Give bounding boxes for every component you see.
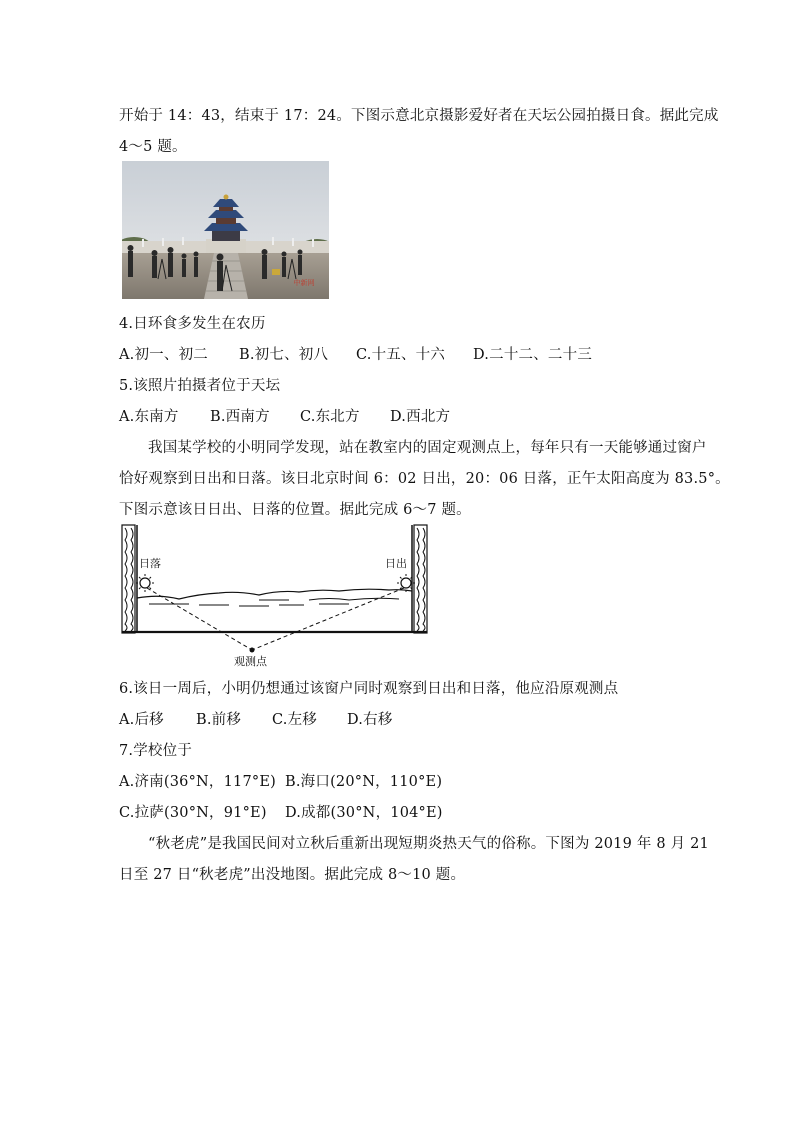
q6-option-b[interactable]: B.前移 <box>196 712 242 728</box>
q7-option-c[interactable]: C.拉萨(30°N，91°E) <box>119 805 267 821</box>
q6-stem: 6.该日一周后，小明仍想通过该窗户同时观察到日出和日落，他应沿原观测点 <box>119 681 619 697</box>
observation-point-label: 观测点 <box>234 655 267 668</box>
sunrise-label: 日出 <box>385 557 407 570</box>
observation-point-marker <box>250 648 255 653</box>
q5-options <box>119 405 450 426</box>
q5-option-b[interactable]: B.西南方 <box>210 409 270 425</box>
sunset-label: 日落 <box>139 557 161 570</box>
passage2-line-1: 我国某学校的小明同学发现，站在教室内的固定观测点上，每年只有一天能够通过窗户 <box>148 440 707 456</box>
q6-option-c[interactable]: C.左移 <box>272 712 317 728</box>
q5-stem: 5.该照片拍摄者位于天坛 <box>119 378 281 394</box>
q6-options <box>119 708 393 729</box>
q4-option-c[interactable]: C.十五、十六 <box>356 347 446 363</box>
passage3-line-1: “秋老虎”是我国民间对立秋后重新出现短期炎热天气的俗称。下图为 2019 年 8 月 21 <box>148 836 709 852</box>
photo-watermark: 中新网 <box>293 279 315 287</box>
q7-option-a[interactable]: A.济南(36°N，117°E) <box>119 774 276 790</box>
sunrise-sunset-diagram <box>119 520 432 670</box>
q5-option-a[interactable]: A.东南方 <box>119 409 179 425</box>
q4-option-a[interactable]: A.初一、初二 <box>119 347 208 363</box>
intro-line-1: 开始于 14：43，结束于 17：24。下图示意北京摄影爱好者在天坛公园拍摄日食。据此完成 <box>119 108 719 124</box>
q5-option-d[interactable]: D.西北方 <box>390 409 451 425</box>
q7-stem: 7.学校位于 <box>119 743 193 759</box>
intro-line-2: 4～5 题。 <box>119 139 187 155</box>
q7-option-b[interactable]: B.海口(20°N，110°E) <box>285 774 443 790</box>
q4-option-b[interactable]: B.初七、初八 <box>239 347 329 363</box>
sunset-sun-icon <box>136 574 154 592</box>
q4-option-d[interactable]: D.二十二、二十三 <box>473 347 593 363</box>
q5-option-c[interactable]: C.东北方 <box>300 409 360 425</box>
q6-option-a[interactable]: A.后移 <box>119 712 164 728</box>
q6-option-d[interactable]: D.右移 <box>347 712 393 728</box>
passage3-line-2: 日至 27 日“秋老虎”出没地图。据此完成 8～10 题。 <box>119 867 466 883</box>
passage2-line-3: 下图示意该日日出、日落的位置。据此完成 6～7 题。 <box>119 502 471 518</box>
q4-stem: 4.日环食多发生在农历 <box>119 316 266 332</box>
q7-options-row-1 <box>119 770 442 791</box>
passage2-line-2: 恰好观察到日出和日落。该日北京时间 6：02 日出，20：06 日落，正午太阳高度为 83.5°。 <box>119 471 730 487</box>
q7-options-row-2 <box>119 801 443 822</box>
q4-options <box>119 343 592 364</box>
q7-option-d[interactable]: D.成都(30°N，104°E) <box>285 805 443 821</box>
